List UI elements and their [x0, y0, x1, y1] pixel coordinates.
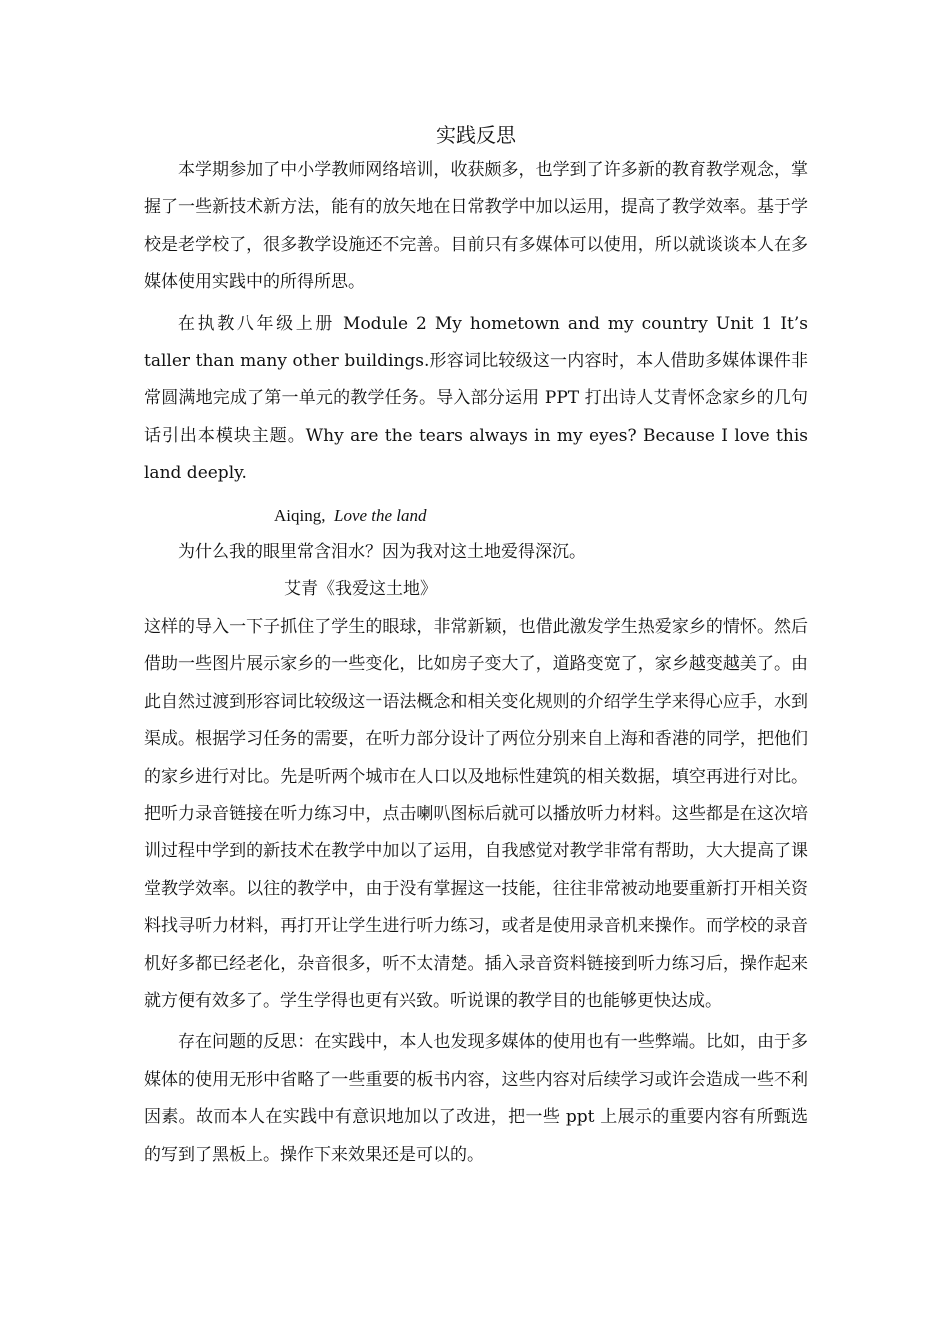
quote-english: [144, 497, 808, 534]
quote-chinese-author: 艾青《我爱这土地》: [284, 579, 437, 600]
document-page: [144, 118, 808, 1174]
document-title: 实践反思: [436, 123, 516, 147]
paragraph-practice: 这样的导入一下子抓住了学生的眼球，非常新颖，也借此激发学生热爱家乡的情怀。然后借助一些图片展示家乡的一些变化，比如房子变大了，道路变宽了，家乡越变越美了。由此自然过渡到形容词比较级这一语法概念和相关变化规则的介绍学生学来得心应手，水到渠成。根据学习任务的需要，在听力部分设计了两位分别来自上海和香港的同学，把他们的家乡进行对比。先是听两个城市在人口以及地标性建筑的相关数据，填空再进行对比。把听力录音链接在听力练习中，点击喇叭图标后就可以播放听力材料。这些都是在这次培训过程中学到的新技术在教学中加以了运用，自我感觉对教学非常有帮助，大大提高了课堂教学效率。以往的教学中，由于没有掌握这一技能，往往非常被动地要重新打开相关资料找寻听力材料，再打开让学生进行听力练习，或者是使用录音机来操作。而学校的录音机好多都已经老化，杂音很多，听不太清楚。插入录音资料链接到听力练习后，操作起来就方便有效多了。学生学得也更有兴致。听说课的教学目的也能够更快达成。: [144, 616, 808, 1011]
quote-chinese: 为什么我的眼里常含泪水？因为我对这土地爱得深沉。: [178, 542, 586, 563]
quote-english-author: Aiqing,: [274, 505, 326, 525]
paragraph-intro: 本学期参加了中小学教师网络培训，收获颇多，也学到了许多新的教育教学观念，掌握了一些新技术新方法，能有的放矢地在日常教学中加以运用，提高了教学效率。基于学校是老学校了，很多教学设施还不完善。目前只有多媒体可以使用，所以就谈谈本人在多媒体使用实践中的所得所思。: [144, 160, 808, 293]
paragraph-reflection: 存在问题的反思：在实践中，本人也发现多媒体的使用也有一些弊端。比如，由于多媒体的使用无形中省略了一些重要的板书内容，这些内容对后续学习或许会造成一些不利因素。故而本人在实践中有意识地加以了改进，把一些 ppt 上展示的重要内容有所甄选的写到了黑板上。操作下来效果还是可以的。: [144, 1032, 808, 1165]
quote-english-title: Love the land: [333, 505, 427, 525]
paragraph-lesson: 在执教八年级上册 Module 2 My hometown and my country Unit 1 It’s taller than many other buildings.形容词比较级这一内容时，本人借助多媒体课件非常圆满地完成了第一单元的教学任务。导入部分运用 PPT 打出诗人艾青怀念家乡的几句话引出本模块主题。Why are the tears always in my eyes? Because I love this land deeply.: [144, 313, 808, 484]
